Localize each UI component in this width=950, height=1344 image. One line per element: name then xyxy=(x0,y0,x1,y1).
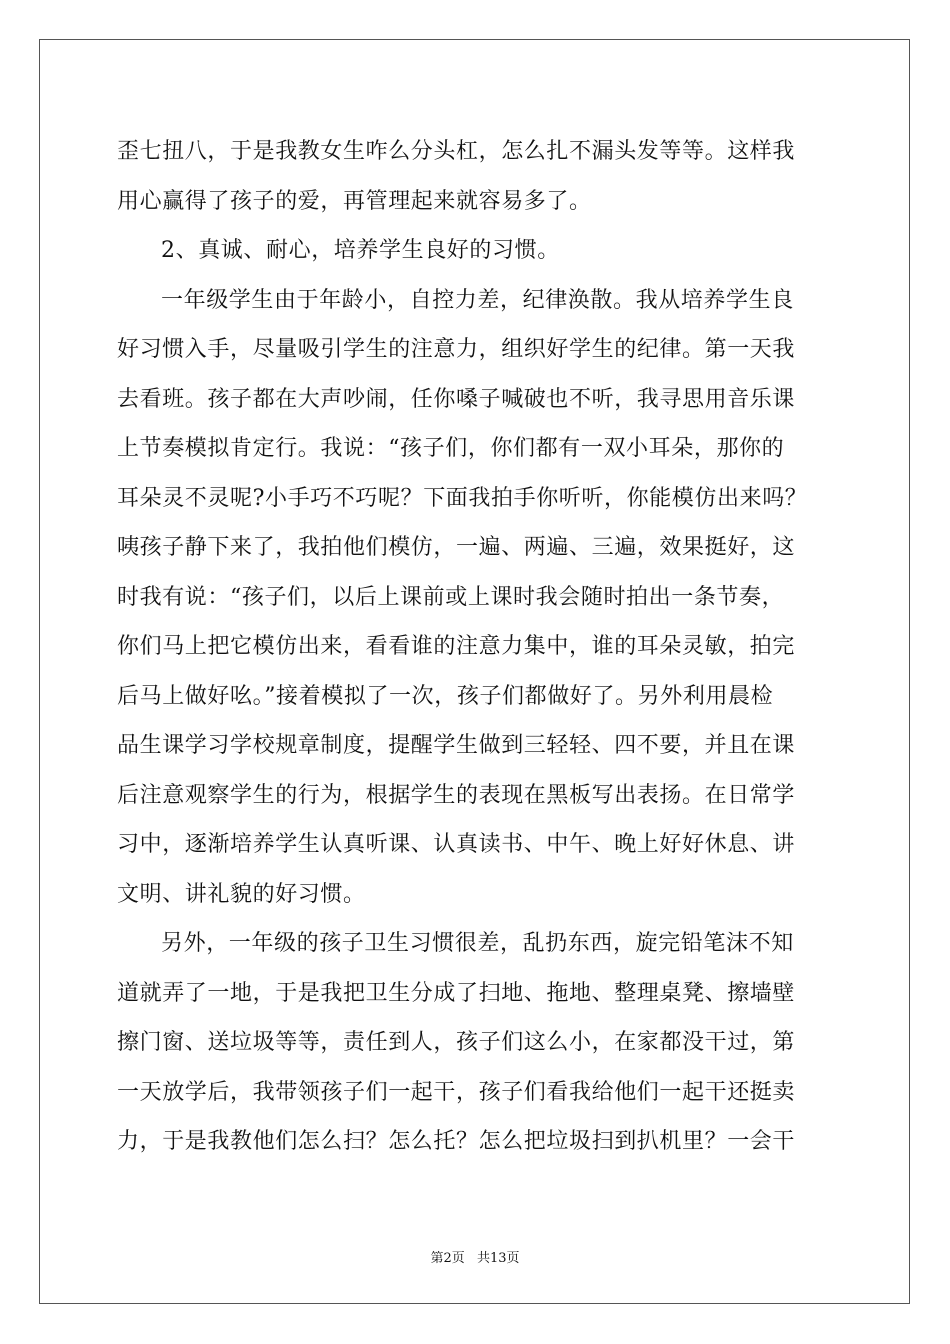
text-line: 道就弄了一地，于是我把卫生分成了扫地、拖地、整理桌凳、擦墙壁 xyxy=(117,980,796,1006)
text-line: 品生课学习学校规章制度，提醒学生做到三轻轻、四不要，并且在课 xyxy=(117,733,796,758)
text-line: 你们马上把它模仿出来，看看谁的注意力集中，谁的耳朵灵敏，拍完 xyxy=(117,634,796,659)
text-line: 擦门窗、送垃圾等等，责任到人，孩子们这么小，在家都没干过，第 xyxy=(117,1030,796,1055)
text-line: 咦孩子静下来了，我拍他们模仿，一遍、两遍、三遍，效果挺好，这 xyxy=(117,535,796,560)
text-line: 好习惯入手，尽量吸引学生的注意力，组织好学生的纪律。第一天我 xyxy=(117,337,796,362)
text-line: 一年级学生由于年龄小，自控力差，纪律涣散。我从培养学生良 xyxy=(161,287,794,313)
page-number: 第2页 xyxy=(430,1251,465,1266)
text-line: 习中，逐渐培养学生认真听课、认真读书、中午、晚上好好休息、讲 xyxy=(117,832,796,857)
text-line: 时我有说：“孩子们，以后上课前或上课时我会随时拍出一条节奏， xyxy=(117,584,785,610)
text-line: 另外，一年级的孩子卫生习惯很差，乱扔东西，旋完铅笔沫不知 xyxy=(161,931,794,956)
text-line: 用心赢得了孩子的爱，再管理起来就容易多了。 xyxy=(117,188,592,214)
text-line: 2、真诚、耐心，培养学生良好的习惯。 xyxy=(161,238,560,263)
page-total: 共13页 xyxy=(476,1251,520,1266)
page-footer xyxy=(0,1247,950,1266)
text-line: 力，于是我教他们怎么扫？怎么托？怎么把垃圾扫到扒机里？一会干 xyxy=(117,1129,796,1154)
text-line: 上节奏模拟肯定行。我说：“孩子们，你们都有一双小耳朵，那你的 xyxy=(117,436,785,461)
text-line: 一天放学后，我带领孩子们一起干，孩子们看我给他们一起干还挺卖 xyxy=(117,1079,796,1105)
document-body xyxy=(117,127,835,1167)
text-line: 歪七扭八，于是我教女生咋么分头杠，怎么扎不漏头发等等。这样我 xyxy=(117,139,796,164)
text-line: 文明、讲礼貌的好习惯。 xyxy=(117,881,366,907)
text-line: 耳朵灵不灵呢?小手巧不巧呢？下面我拍手你听听，你能模仿出来吗？ xyxy=(117,485,808,511)
text-line: 去看班。孩子都在大声吵闹，任你嗓子喊破也不听，我寻思用音乐课 xyxy=(117,386,796,412)
text-line: 后马上做好吆。”接着模拟了一次，孩子们都做好了。另外利用晨检 xyxy=(117,683,774,709)
text-line: 后注意观察学生的行为，根据学生的表现在黑板写出表扬。在日常学 xyxy=(117,782,796,808)
